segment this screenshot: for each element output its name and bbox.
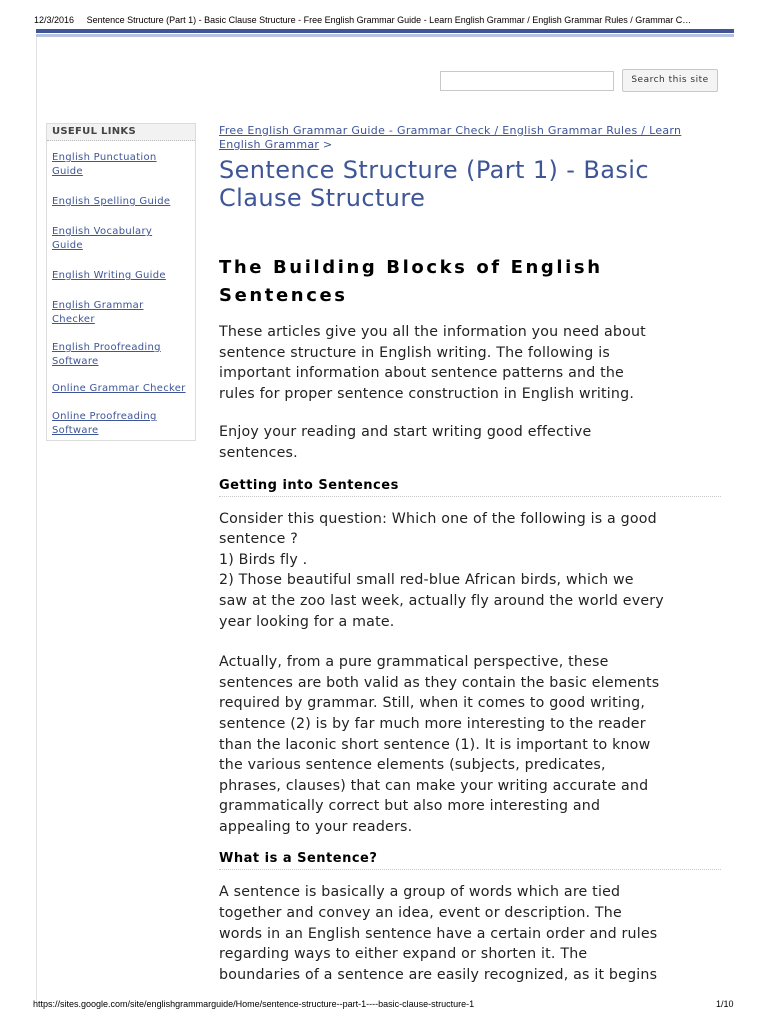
search-button[interactable]: Search this site <box>622 69 718 92</box>
sidebar-item-online-proofreading-software[interactable] <box>52 410 195 438</box>
sidebar-item-label: English Vocabulary <box>52 226 153 237</box>
page-left-border <box>36 37 37 1002</box>
header-bar <box>36 29 734 33</box>
sidebar-item-label: Software <box>52 356 99 367</box>
getting-into-sentences-heading: Getting into Sentences <box>219 478 721 497</box>
sidebar-item-english-spelling-guide[interactable] <box>52 195 195 209</box>
page-title <box>219 156 721 212</box>
sidebar-item-label: Online Grammar Checker <box>52 383 186 394</box>
page-title-line: Clause Structure <box>219 184 426 212</box>
text-line: regarding ways to either expand or shorten it. The <box>219 946 588 963</box>
search-input[interactable] <box>440 71 614 91</box>
print-footer-page-number: 1/10 <box>716 999 734 1009</box>
sidebar-item-english-grammar-checker[interactable] <box>52 299 195 327</box>
breadcrumb <box>219 124 721 152</box>
print-date: 12/3/2016 <box>34 15 75 25</box>
text-line: boundaries of a sentence are easily recognized, as it begins <box>219 966 658 983</box>
text-line: These articles give you all the information you need about <box>219 324 646 340</box>
text-line: Consider this question: Which one of the following is a good <box>219 510 657 527</box>
text-line: saw at the zoo last week, actually fly around the world every <box>219 592 664 609</box>
text-line: appealing to your readers. <box>219 818 413 835</box>
sidebar-item-english-vocabulary-guide[interactable] <box>52 225 195 253</box>
sidebar-item-label: Software <box>52 425 99 436</box>
answer-paragraph <box>219 652 721 837</box>
page-title-line: Sentence Structure (Part 1) - Basic <box>219 156 649 184</box>
what-is-a-sentence-heading: What is a Sentence? <box>219 851 721 870</box>
sidebar-item-label: English Grammar <box>52 300 144 311</box>
enjoy-paragraph <box>219 422 721 463</box>
sidebar-list <box>47 151 195 438</box>
text-line: grammatically correct but also more interesting and <box>219 798 601 815</box>
print-footer-url: https://sites.google.com/site/englishgrammarguide/Home/sentence-structure--part-1----basic-clause-structure-1 <box>33 999 475 1009</box>
text-line: year looking for a mate. <box>219 613 395 630</box>
breadcrumb-link-line: Free English Grammar Guide - Grammar Check / English Grammar Rules / Learn <box>219 124 682 137</box>
text-line: together and convey an idea, event or description. The <box>219 905 622 922</box>
text-line: sentence ? <box>219 531 298 548</box>
print-title: Sentence Structure (Part 1) - Basic Clause Structure - Free English Grammar Guide - Learn English Grammar / English Grammar Rules / Grammar C… <box>86 15 692 25</box>
text-line: words in an English sentence have a certain order and rules <box>219 925 658 942</box>
useful-links-sidebar <box>46 123 196 441</box>
header-bar-accent <box>36 34 734 37</box>
text-line: sentence (2) is by far much more interesting to the reader <box>219 715 646 732</box>
text-line: A sentence is basically a group of words which are tied <box>219 884 621 901</box>
sidebar-item-label: Guide <box>52 240 83 251</box>
sidebar-item-online-grammar-checker[interactable] <box>52 382 195 396</box>
sidebar-item-english-proofreading-software[interactable] <box>52 341 195 369</box>
question-paragraph <box>219 509 721 633</box>
sidebar-item-english-punctuation-guide[interactable] <box>52 151 195 179</box>
text-line: rules for proper sentence construction in English writing. <box>219 385 635 402</box>
text-line: Enjoy your reading and start writing good effective <box>219 424 592 441</box>
section-heading <box>219 254 721 310</box>
sidebar-title: USEFUL LINKS <box>47 124 195 141</box>
text-line: 1) Birds fly . <box>219 551 308 568</box>
text-line: sentence structure in English writing. The following is <box>219 344 610 361</box>
what-is-paragraph <box>219 882 721 985</box>
sidebar-item-label: Online Proofreading <box>52 411 157 422</box>
breadcrumb-link-line: English Grammar <box>219 138 320 151</box>
sidebar-item-label: English Writing Guide <box>52 270 166 281</box>
breadcrumb-link-free-english-grammar-guide[interactable] <box>219 124 681 151</box>
text-line: Actually, from a pure grammatical perspective, these <box>219 654 609 671</box>
text-line: the various sentence elements (subjects, predicates, <box>219 757 606 774</box>
print-header <box>34 15 734 25</box>
text-line: than the laconic short sentence (1). It is important to know <box>219 736 651 753</box>
sidebar-item-label: Guide <box>52 166 83 177</box>
text-line: important information about sentence patterns and the <box>219 365 624 382</box>
sidebar-item-label: English Punctuation <box>52 152 157 163</box>
text-line: 2) Those beautiful small red-blue African birds, which we <box>219 572 634 589</box>
sidebar-item-label: Checker <box>52 314 95 325</box>
text-line: sentences are both valid as they contain the basic elements <box>219 674 660 691</box>
intro-paragraph <box>219 322 721 404</box>
main-content <box>219 124 721 985</box>
text-line: phrases, clauses) that can make your writing accurate and <box>219 777 649 794</box>
text-line: required by grammar. Still, when it comes to good writing, <box>219 695 646 712</box>
sidebar-item-label: English Proofreading <box>52 342 161 353</box>
breadcrumb-separator: > <box>323 138 333 151</box>
sidebar-item-label: English Spelling Guide <box>52 196 171 207</box>
sidebar-item-english-writing-guide[interactable] <box>52 269 195 283</box>
section-heading-line: Sentences <box>219 285 348 306</box>
section-heading-line: The Building Blocks of English <box>219 257 603 278</box>
text-line: sentences. <box>219 444 298 461</box>
